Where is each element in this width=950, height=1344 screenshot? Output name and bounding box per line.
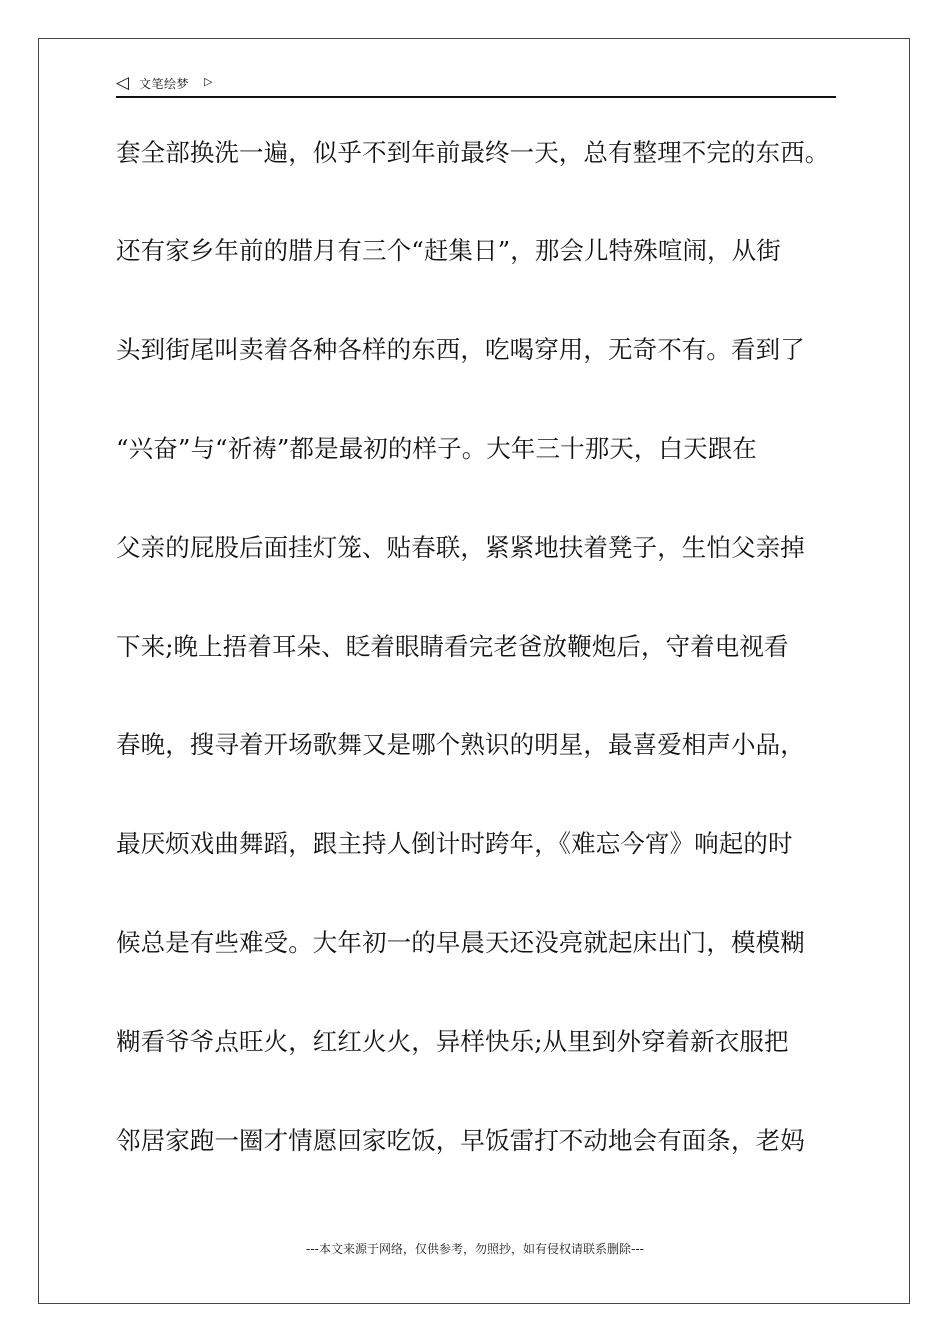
right-triangle-icon: ▷ <box>204 75 213 88</box>
body-line: 糊看爷爷点旺火，红红火火，异样快乐;从里到外穿着新衣服把 <box>116 1027 789 1056</box>
body-line: 套全部换洗一遍，似乎不到年前最终一天，总有整理不完的东西。 <box>116 138 830 167</box>
body-line: 春晚，搜寻着开场歌舞又是哪个熟识的明星，最喜爱相声小品， <box>116 730 805 759</box>
left-triangle-icon: ◁ <box>116 73 130 93</box>
body-line: “兴奋”与“祈祷”都是最初的样子。大年三十那天，白天跟在 <box>116 434 757 463</box>
body-line: 父亲的屁股后面挂灯笼、贴春联，紧紧地扶着凳子，生怕父亲掉 <box>116 533 805 562</box>
page-border <box>38 38 910 1304</box>
header-title: 文笔绘梦 <box>139 77 190 91</box>
body-line: 最厌烦戏曲舞蹈，跟主持人倒计时跨年，《难忘今宵》响起的时 <box>116 829 793 858</box>
body-line: 头到街尾叫卖着各种各样的东西，吃喝穿用，无奇不有。看到了 <box>116 335 805 364</box>
body-line: 下来;晚上捂着耳朵、眨着眼睛看完老爸放鞭炮后，守着电视看 <box>116 632 789 661</box>
page-header <box>116 74 836 98</box>
body-line: 邻居家跑一圈才情愿回家吃饭，早饭雷打不动地会有面条，老妈 <box>116 1126 805 1155</box>
body-line: 候总是有些难受。大年初一的早晨天还没亮就起床出门，模模糊 <box>116 928 805 957</box>
footer-disclaimer: ---本文来源于网络，仅供参考，勿照抄，如有侵权请联系删除--- <box>306 1242 644 1256</box>
body-line: 还有家乡年前的腊月有三个“赶集日”，那会儿特殊喧闹，从街 <box>116 236 781 265</box>
